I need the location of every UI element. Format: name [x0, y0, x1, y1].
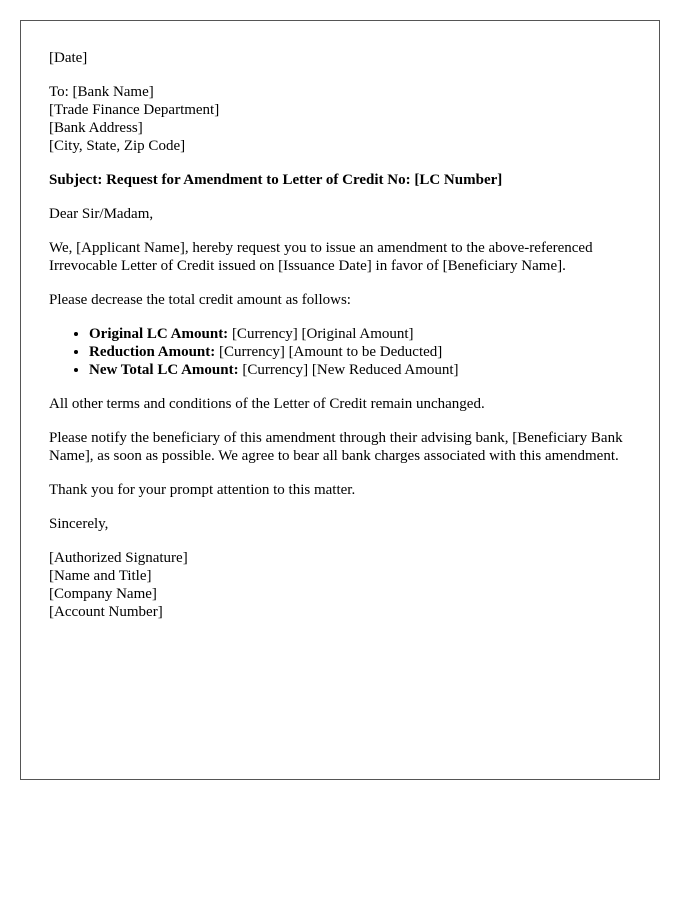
- recipient-bank-address: [Bank Address]: [49, 120, 143, 136]
- new-total-amount-value: [Currency] [New Reduced Amount]: [238, 362, 459, 378]
- list-item-reduction-amount: [89, 343, 631, 361]
- closing: Sincerely,: [49, 516, 109, 532]
- signature-block: [49, 549, 631, 621]
- body-paragraph-decrease-intro: Please decrease the total credit amount as follows:: [49, 292, 351, 308]
- body-paragraph-terms-unchanged: All other terms and conditions of the Letter of Credit remain unchanged.: [49, 396, 485, 412]
- recipient-address-block: [49, 83, 631, 155]
- company-name: [Company Name]: [49, 586, 157, 602]
- body-paragraph-request: We, [Applicant Name], hereby request you to issue an amendment to the above-referenced Irrevocable Letter of Credit issued on [Issuance Date] in favor of [Beneficiary Name].: [49, 240, 593, 274]
- signer-name-title: [Name and Title]: [49, 568, 152, 584]
- reduction-amount-label: Reduction Amount:: [89, 344, 216, 360]
- letter-date: [Date]: [49, 50, 88, 66]
- original-amount-value: [Currency] [Original Amount]: [228, 326, 414, 342]
- body-paragraph-notify: Please notify the beneficiary of this amendment through their advising bank, [Beneficiary Bank Name], as soon as possible. We agree to bear all bank charges associated with this amendment.: [49, 430, 623, 464]
- recipient-department: [Trade Finance Department]: [49, 102, 220, 118]
- recipient-city-state-zip: [City, State, Zip Code]: [49, 138, 186, 154]
- reduction-amount-value: [Currency] [Amount to be Deducted]: [215, 344, 443, 360]
- new-total-amount-label: New Total LC Amount:: [89, 362, 239, 378]
- account-number: [Account Number]: [49, 604, 163, 620]
- subject-line: Subject: Request for Amendment to Letter of Credit No: [LC Number]: [49, 172, 503, 188]
- recipient-bank-name: To: [Bank Name]: [49, 84, 154, 100]
- list-item-new-total-amount: [89, 361, 631, 379]
- original-amount-label: Original LC Amount:: [89, 326, 229, 342]
- salutation: Dear Sir/Madam,: [49, 206, 154, 222]
- authorized-signature: [Authorized Signature]: [49, 550, 188, 566]
- body-paragraph-thanks: Thank you for your prompt attention to this matter.: [49, 482, 356, 498]
- amount-list: [49, 325, 631, 379]
- list-item-original-amount: [89, 325, 631, 343]
- letter-page: [20, 20, 660, 780]
